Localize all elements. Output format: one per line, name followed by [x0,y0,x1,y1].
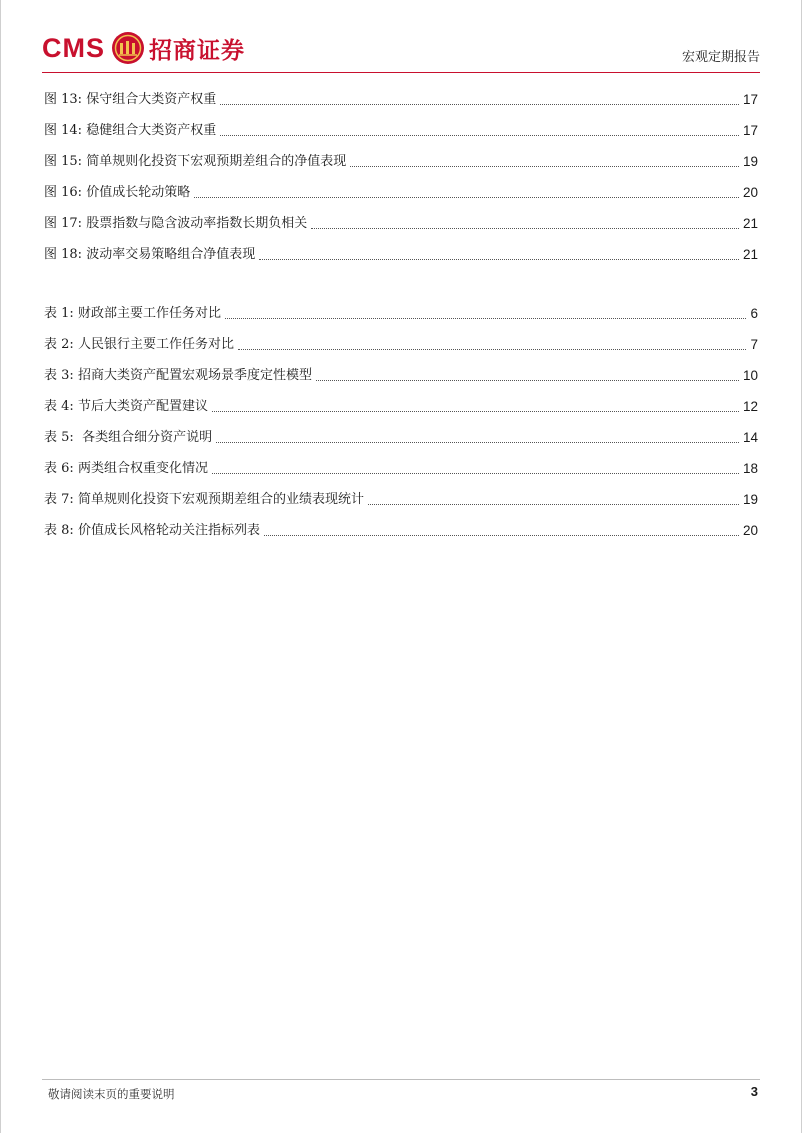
dot-leader [311,227,739,229]
toc-prefix: 图 17: [44,216,83,231]
page-header [42,28,760,76]
toc-prefix: 表 4: [44,399,74,414]
toc-entry-table-2[interactable] [44,333,758,353]
toc-title: 保守组合大类资产权重 [86,92,217,107]
disclaimer-note: 敬请阅读末页的重要说明 [48,1087,175,1101]
toc-title: 节后大类资产配置建议 [77,399,208,414]
toc-prefix: 图 13: [44,92,83,107]
toc-entry-table-8[interactable] [44,519,758,539]
toc-page-number: 6 [750,306,758,321]
toc-page-number: 14 [742,430,758,445]
dot-leader [264,534,739,536]
toc-title: 简单规则化投资下宏观预期差组合的业绩表现统计 [77,492,364,507]
report-type-label: 宏观定期报告 [681,50,760,65]
toc-page-number: 17 [742,92,758,107]
toc-prefix: 表 6: [44,461,74,476]
toc-entry-table-6[interactable] [44,457,758,477]
toc-prefix: 图 14: [44,123,83,138]
toc-prefix: 表 1: [44,306,74,321]
dot-leader [220,134,739,136]
toc-title: 稳健组合大类资产权重 [86,123,217,138]
toc-title: 财政部主要工作任务对比 [77,306,221,321]
toc-entry-figure-17[interactable] [44,212,758,232]
page-border-left [0,0,1,1133]
toc-entry-figure-13[interactable] [44,88,758,108]
toc-prefix: 图 15: [44,154,83,169]
dot-leader [225,317,747,319]
toc-prefix: 表 8: [44,523,74,538]
dot-leader [259,258,739,260]
header-divider [42,72,760,73]
toc-page-number: 18 [742,461,758,476]
footer-divider [42,1079,760,1080]
toc-title: 价值成长风格轮动关注指标列表 [77,523,260,538]
toc-title: 各类组合细分资产说明 [77,430,213,445]
dot-leader [194,196,739,198]
toc-prefix: 图 18: [44,247,83,262]
logo-chinese-text: 招商证券 [149,36,245,64]
toc-prefix: 表 3: [44,368,74,383]
toc-title: 价值成长轮动策略 [86,185,191,200]
dot-leader [368,503,739,505]
toc-prefix: 表 7: [44,492,74,507]
company-logo [42,28,245,68]
toc-page-number: 21 [742,247,758,262]
logo-emblem-icon [111,31,145,65]
dot-leader [316,379,739,381]
toc-title: 人民银行主要工作任务对比 [77,337,234,352]
page-number: 3 [750,1084,758,1099]
toc-page-number: 20 [742,185,758,200]
logo-latin-text: CMS [42,32,105,63]
toc-title: 股票指数与隐含波动率指数长期负相关 [86,216,308,231]
dot-leader [350,165,739,167]
dot-leader [212,410,739,412]
toc-prefix: 图 16: [44,185,83,200]
toc-prefix: 表 2: [44,337,74,352]
dot-leader [216,441,739,443]
toc-entry-table-7[interactable] [44,488,758,508]
toc-entry-table-1[interactable] [44,302,758,322]
toc-page-number: 12 [742,399,758,414]
toc-page-number: 10 [742,368,758,383]
toc-entry-figure-14[interactable] [44,119,758,139]
toc-entry-figure-15[interactable] [44,150,758,170]
toc-entry-table-4[interactable] [44,395,758,415]
toc-title: 波动率交易策略组合净值表现 [86,247,256,262]
toc-title: 简单规则化投资下宏观预期差组合的净值表现 [86,154,347,169]
toc-entry-table-5[interactable] [44,426,758,446]
toc-entry-figure-18[interactable] [44,243,758,263]
dot-leader [212,472,739,474]
toc-page-number: 19 [742,154,758,169]
dot-leader [238,348,747,350]
toc-page-number: 7 [750,337,758,352]
toc-page-number: 17 [742,123,758,138]
toc-page-number: 21 [742,216,758,231]
toc-title: 招商大类资产配置宏观场景季度定性模型 [77,368,312,383]
toc-title: 两类组合权重变化情况 [77,461,208,476]
toc-page-number: 20 [742,523,758,538]
toc-prefix: 表 5: [44,430,74,445]
toc-entry-table-3[interactable] [44,364,758,384]
toc-page-number: 19 [742,492,758,507]
dot-leader [220,103,739,105]
toc-entry-figure-16[interactable] [44,181,758,201]
